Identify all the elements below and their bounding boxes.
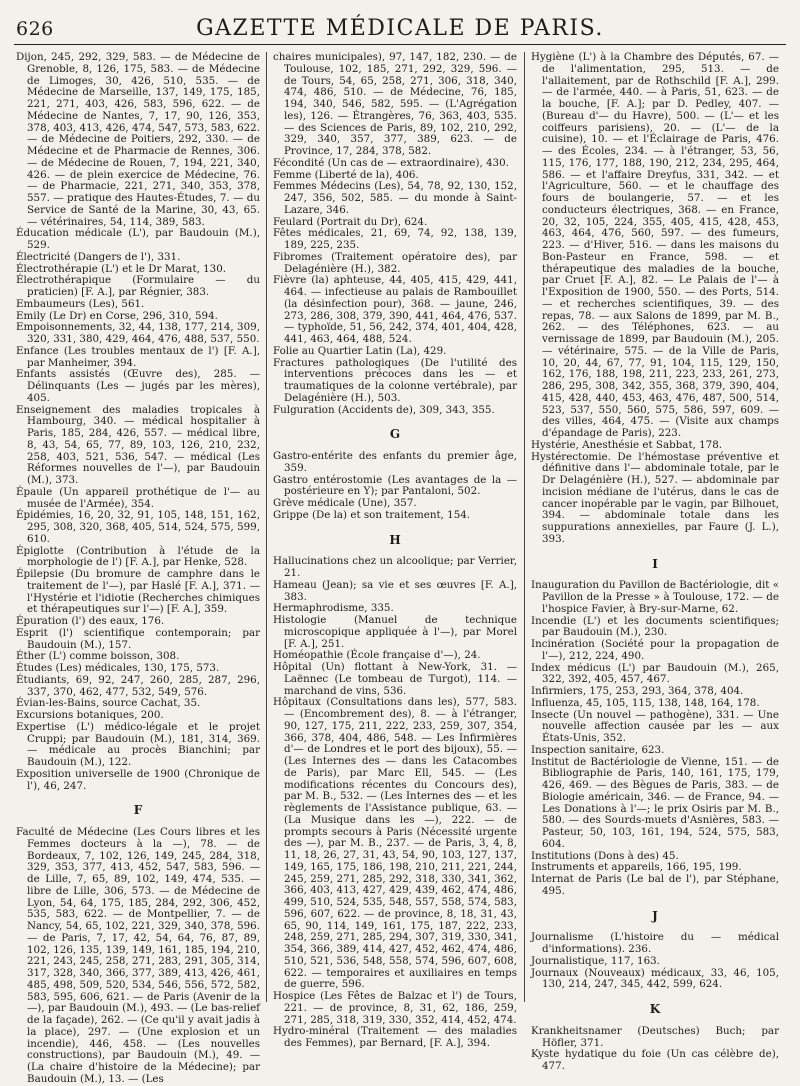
index-entry: Influenza, 45, 105, 115, 138, 148, 164, 178. xyxy=(531,696,760,709)
index-entry: Histologie (Manuel de technique microscopique appliquée à l'—), par Morel [F. A.], 251. xyxy=(273,614,517,650)
index-entry: Électrothérapie (L') et le Dr Marat, 130. xyxy=(16,262,227,275)
index-entry: Études (Les) médicales, 130, 175, 573. xyxy=(16,662,220,674)
index-column-2 xyxy=(273,51,517,1049)
index-entry: Incinération (Société pour la propagation de l'—), 212, 224, 490. xyxy=(531,638,779,662)
index-entry: Gastro entérostomie (Les avantages de la — postérieure en Y); par Pantaloni, 502. xyxy=(273,473,517,498)
index-entry: Kyste hydatique du foie (Un cas célèbre de), 477. xyxy=(531,1048,779,1072)
index-entry: Enseignement des maladies tropicales à Hambourg, 340. — médical hospitalier à Paris, 185, 284, 426, 557. — médical libre, 8, 43, 54, 65, 77, 89, 103, 126, 210, 232, 258, 403, 521, 536, 547. — médical (Les Réformes nouvelles de l'—), par Baudouin (M.), 373. xyxy=(16,403,260,486)
column-rule xyxy=(524,52,525,1002)
index-entry: Éducation médicale (L'), par Baudouin (M.), 529. xyxy=(16,227,260,251)
index-entry: Exposition universelle de 1900 (Chronique de l'), 46, 247. xyxy=(16,767,260,792)
index-entry: Grippe (De la) et son traitement, 154. xyxy=(273,508,471,521)
index-entry: Journalisme (L'histoire du — médical d'informations). 236. xyxy=(531,931,779,955)
index-entry: Fulguration (Accidents de), 309, 343, 355. xyxy=(273,403,495,416)
index-entry: Enfance (Les troubles mentaux de l') [F. A.], par Manheimer, 394. xyxy=(16,344,260,369)
index-entry: Étudiants, 69, 92, 247, 260, 285, 287, 296, 337, 370, 462, 477, 532, 549, 576. xyxy=(16,673,260,698)
index-entry: Hôpital (Un) flottant à New-York, 31. — Laënnec (Le tombeau de Turgot), 114. — marchand de vins, 536. xyxy=(273,661,517,697)
index-entry: chaires municipales), 97, 147, 182, 230. — de Toulouse, 102, 185, 271, 292, 329, 596. — de Tours, 54, 65, 258, 271, 306, 318, 340, 474, 486, 510. — de Médecine, 76, 185, 194, 340, 546, 582, 595. — (L'Agrégation les), 126. — Étrangères, 76, 363, 403, 535. — des Sciences de Paris, 89, 102, 210, 292, 329, 340, 357, 377, 389, 623. — de Province, 17, 284, 378, 582. xyxy=(273,51,517,157)
index-entry: Hermaphrodisme, 335. xyxy=(273,602,394,615)
index-entry: Index médicus (L') par Baudouin (M.), 265, 322, 392, 405, 457, 467. xyxy=(531,661,779,686)
index-entry: Femme (Liberté de la), 406. xyxy=(273,168,419,181)
index-entry: Instruments et appareils, 166, 195, 199. xyxy=(531,861,742,874)
index-entry: Hospice (Les Fêtes de Balzac et l') de Tours, 221. — de province, 8, 31, 62, 186, 259, 271, 285, 318, 319, 330, 352, 414, 452, 474. xyxy=(273,990,517,1026)
index-entry: Krankheitsnamer (Deutsches) Buch; par Höfler, 371. xyxy=(531,1024,779,1049)
index-entry: Journalistique, 117, 163. xyxy=(531,954,660,967)
index-entry: Gastro-entérite des enfants du premier âge, 359. xyxy=(273,450,517,474)
index-entry: Embaumeurs (Les), 561. xyxy=(16,297,145,310)
index-column-3 xyxy=(531,51,779,1072)
section-letter: I xyxy=(652,556,658,571)
index-entry: Éther (L') comme boisson, 308. xyxy=(16,650,180,663)
index-entry: Fièvre (la) aphteuse, 44, 405, 415, 429, 441, 464. — infectieuse au palais de Rambouillet (la désinfection pour), 368. — jaune, 246, 273, 286, 308, 379, 390, 441, 464, 476, 537. — typhoïde, 51, 56, 242, 374, 401, 404, 428, 441, 463, 464, 488, 524. xyxy=(273,274,517,345)
index-column-1 xyxy=(16,51,260,1085)
index-entry: Feulard (Portrait du Dr), 624. xyxy=(273,215,428,228)
index-entry: Fibromes (Traitement opératoire des), par Delagénière (H.), 382. xyxy=(273,250,517,275)
index-entry: Faculté de Médecine (Les Cours libres et les Femmes docteurs à la —), 78. — de Bordeaux, 7, 102, 126, 149, 245, 284, 318, 329, 353, 377, 413, 452, 547, 583, 596. — de Lille, 7, 65, 89, 102, 149, 474, 535. — libre de Lille, 306, 573. — de Médecine de Lyon, 54, 64, 175, 185, 284, 292, 306, 452, 535, 583, 622. — de Montpellier, 7. — de Nancy, 54, 65, 102, 221, 329, 340, 378, 596. — de Paris, 7, 17, 42, 54, 64, 76, 87, 89, 102, 126, 135, 139, 149, 161, 185, 194, 210, 221, 243, 245, 258, 271, 283, 291, 305, 314, 317, 328, 340, 366, 377, 389, 413, 426, 461, 485, 498, 509, 520, 534, 546, 556, 572, 582, 583, 595, 606, 621. — de Paris (Avenir de la —), par Baudouin (M.), 493. — (Le bas-relief de la façade), 262. — (Ce qu'il y avait jadis à la place), 297. — (Une explosion et un incendie), 446, 458. — (Les nouvelles constructions), par Baudouin (M.), 49. — (La chaire d'histoire de la Médecine); par Baudouin (M.), 13. — (Les xyxy=(16,826,260,1085)
index-entry: Hameau (Jean); sa vie et ses œuvres [F. A.], 383. xyxy=(273,578,517,603)
index-entry: Internat de Paris (Le bal de l'), par Stéphane, 495. xyxy=(531,873,779,897)
index-entry: Emily (Le Dr) en Corse, 296, 310, 594. xyxy=(16,309,218,322)
section-letter: F xyxy=(133,803,143,818)
index-entry: Hydro-minéral (Traitement — des maladies des Femmes), par Bernard, [F. A.], 394. xyxy=(273,1025,517,1049)
index-entry: Dijon, 245, 292, 329, 583. — de Médecine de Grenoble, 8, 126, 175, 583. — de Médecine de Limoges, 30, 426, 510, 535. — de Médecine de Marseille, 137, 149, 175, 185, 221, 271, 403, 426, 583, 596, 622. — de Médecine de Nantes, 7, 17, 90, 126, 353, 378, 403, 413, 426, 474, 547, 573, 583, 622. — de Médecine de Poitiers, 292, 330. — de Médecine et de Pharmacie de Rennes, 306. — de Médecine de Rouen, 7, 194, 221, 340, 426. — de plein exercice de Médecine, 76. — de Pharmacie, 221, 271, 340, 353, 378, 557. — pratique des Hautes-Études, 7. — du Service de Santé de la Marine, 30, 43, 65. — vétérinaires, 54, 114, 389, 583. xyxy=(16,51,260,228)
index-entry: Hystérie, Anesthésie et Sabbat, 178. xyxy=(531,438,723,451)
index-entry: Homéopathie (École française d'—), 24. xyxy=(273,649,481,662)
index-entry: Électricité (Dangers de l'), 331. xyxy=(16,250,181,263)
index-entry: Infirmiers, 175, 253, 293, 364, 378, 404. xyxy=(531,685,744,697)
section-letter: K xyxy=(649,1002,661,1016)
index-entry: Inspection sanitaire, 623. xyxy=(531,743,665,756)
index-entry: Fécondité (Un cas de — extraordinaire), 430. xyxy=(273,156,509,169)
index-entry: Enfants assistés (Œuvre des), 285. — Délinquants (Les — jugés par les mères), 405. xyxy=(16,368,260,404)
index-entry: Institut de Bactériologie de Vienne, 151. — de Bibliographie de Paris, 140, 161, 175, 179, 426, 469. — des Bègues de Paris, 383. — de Biologie américain, 346. — de France, 94. — Les Donations à l'—; le prix Osiris par M. B., 580. — des Sourds-muets d'Asnières, 583. — Pasteur, 50, 103, 161, 194, 524, 575, 583, 604. xyxy=(531,755,779,850)
index-entry: Hystérectomie. De l'hémostase préventive et définitive dans l'— abdominale totale, par le Dr Delagénière (H.), 527. — abdominale par incision médiane de l'utérus, dans le cas de cancer inopérable par le vagin, par Bilhouet, 394. — abdominale totale dans les suppurations annexielles, par Faure (J. L.), 393. xyxy=(531,450,779,545)
index-entry: Fractures pathologiques (De l'utilité des interventions précoces dans les — et traumatiques de la colonne vertébrale), par Delagénière (H.), 503. xyxy=(273,356,517,404)
index-entry: Épuration (l') des eaux, 176. xyxy=(16,615,165,627)
index-entry: Grève médicale (Une), 357. xyxy=(273,497,417,509)
index-entry: Électrothérapique (Formulaire — du praticien) [F. A.], par Régnier, 383. xyxy=(16,274,260,298)
index-entry: Excursions botaniques, 200. xyxy=(16,709,164,721)
index-entry: Épiglotte (Contribution à l'étude de la morphologie de l') [F. A.], par Henke, 528. xyxy=(16,544,260,569)
index-entry: Empoisonnements, 32, 44, 138, 177, 214, 309, 320, 331, 380, 429, 464, 476, 488, 537, 550. xyxy=(16,321,260,345)
index-entry: Hallucinations chez un alcoolique; par Verrier, 21. xyxy=(273,555,517,579)
index-entry: Inauguration du Pavillon de Bactériologie, dit « Pavillon de la Presse » à Toulouse, 172. — de l'hospice Favier, à Bry-sur-Marne, 62. xyxy=(531,579,779,615)
index-entry: Insecte (Un nouvel — pathogène), 331. — Une nouvelle affection causée par les — aux États-Unis, 352. xyxy=(531,708,779,744)
column-rule xyxy=(266,52,267,1002)
index-entry: Fêtes médicales, 21, 69, 74, 92, 138, 139, 189, 225, 235. xyxy=(273,227,517,251)
index-entry: Folie au Quartier Latin (La), 429. xyxy=(273,344,447,357)
journal-title: GAZETTE MÉDICALE DE PARIS. xyxy=(196,16,604,41)
index-entry: Épidémies, 16, 20, 32, 91, 105, 148, 151, 162, 295, 308, 320, 368, 405, 514, 524, 575, 599, 610. xyxy=(16,509,260,545)
index-entry: Incendie (L') et les documents scientifiques; par Baudouin (M.), 230. xyxy=(531,614,779,639)
index-entry: Journaux (Nouveaux) médicaux, 33, 46, 105, 130, 214, 247, 345, 442, 599, 624. xyxy=(531,966,779,991)
index-entry: Hygiène (L') à la Chambre des Députés, 67. — de l'alimentation, 295, 513. — de l'allaitement, par de Rothschild [F. A.], 299. — de l'armée, 440. — à Paris, 51, 623. — de la bouche, [F. A.]; par D. Pedley, 407. — (Bureau d'— du Havre), 500. — (L'— et les coiffeurs parisiens), 20. — (L'— de la cuisine), 10. — et l'Éclairage de Paris, 476. — des Écoles, 234. — à l'étranger, 53, 56, 115, 176, 177, 188, 190, 212, 234, 295, 464, 586. — et l'affaire Dreyfus, 331, 342. — et l'Agriculture, 560. — et le chauffage des fours de boulangerie, 57. — et les conducteurs électriques, 368. — en France, 20, 32, 105, 224, 355, 405, 415, 428, 453, 463, 464, 476, 560, 597. — des fumeurs, 223. — d'Hiver, 516. — dans les maisons du Bon-Pasteur en France, 598. — et thérapeutique des maladies de la bouche, par Cruet [F. A.], 82. — Le Palais de l'— à l'Exposition de 1900, 550. — des Ports, 514. — et recherches scientifiques, 39. — des repas, 78. — aux Salons de 1899, par M. B., 262. — des Téléphones, 623. — au vernissage de 1899, par Baudouin (M.), 205. — vétérinaire, 575. — de la Ville de Paris, 10, 20, 44, 67, 77, 91, 104, 115, 129, 150, 162, 176, 188, 198, 211, 223, 233, 261, 273, 286, 295, 308, 342, 355, 368, 379, 390, 404, 415, 428, 440, 453, 463, 476, 487, 500, 514, 523, 537, 550, 560, 575, 586, 597, 609. — des villes, 464, 475. — (Visite aux champs d'épandage de Paris), 223. xyxy=(531,51,779,439)
section-letter: H xyxy=(389,532,401,547)
index-entry: Esprit (l') scientifique contemporain; par Baudouin (M.), 157. xyxy=(16,626,260,651)
index-entry: Hôpitaux (Consultations dans les), 577, 583. — (Encombrement des), 8. — à l'étranger, 90, 127, 175, 211, 222, 233, 259, 307, 354, 366, 378, 404, 486, 548. — Les Infirmières d'— de Londres et le port des bijoux), 55. — (Les Internes des — dans les Catacombes de Paris), par Marc Ell, 545. — (Les modifications récentes du Concours des), par M. B., 532. — (Les Internes des — et les règlements de l'Assistance publique, 63. — (La Musique dans les —), 222. — de prompts secours à Paris (Nécessité urgente des —), par M. B., 237. — de Paris, 3, 4, 8, 11, 18, 26, 27, 31, 43, 54, 90, 103, 127, 137, 149, 165, 175, 186, 198, 210, 211, 221, 244, 245, 259, 271, 285, 292, 318, 330, 341, 362, 366, 403, 413, 427, 429, 439, 462, 474, 486, 499, 510, 524, 535, 548, 557, 558, 574, 583, 596, 607, 622. — de province, 8, 18, 31, 43, 65, 90, 114, 149, 161, 175, 187, 222, 233, 248, 259, 271, 285, 294, 307, 319, 330, 341, 354, 366, 389, 414, 427, 452, 462, 474, 486, 510, 521, 536, 548, 558, 574, 596, 607, 608, 622. — temporaires et auxiliaires en temps de guerre, 596. xyxy=(273,696,517,991)
index-entry: Épaule (Un appareil prothétique de l'— au musée de l'Armée), 354. xyxy=(16,485,260,510)
page-number: 626 xyxy=(16,18,54,40)
index-entry: Épilepsie (Du bromure de camphre dans le traitement de l'—), par Haslé [F. A.], 371. — l'Hystérie et l'idiotie (Recherches chimiques et thérapeutiques sur l'—) [F. A.], 359. xyxy=(16,568,260,616)
index-entry: Évian-les-Bains, source Cachat, 35. xyxy=(16,697,201,710)
section-letter: J xyxy=(652,908,658,923)
index-entry: Femmes Médecins (Les), 54, 78, 92, 130, 152, 247, 356, 502, 585. — du monde à Saint-Lazare, 346. xyxy=(273,180,517,216)
index-entry: Expertise (L') médico-légale et le projet Cruppi; par Baudouin (M.), 181, 314, 369. — médicale au procès Bianchini; par Baudouin (M.), 122. xyxy=(16,720,260,768)
index-entry: Institutions (Dons à des) 45. xyxy=(531,849,679,862)
running-header xyxy=(14,14,786,45)
section-letter: G xyxy=(389,427,401,442)
